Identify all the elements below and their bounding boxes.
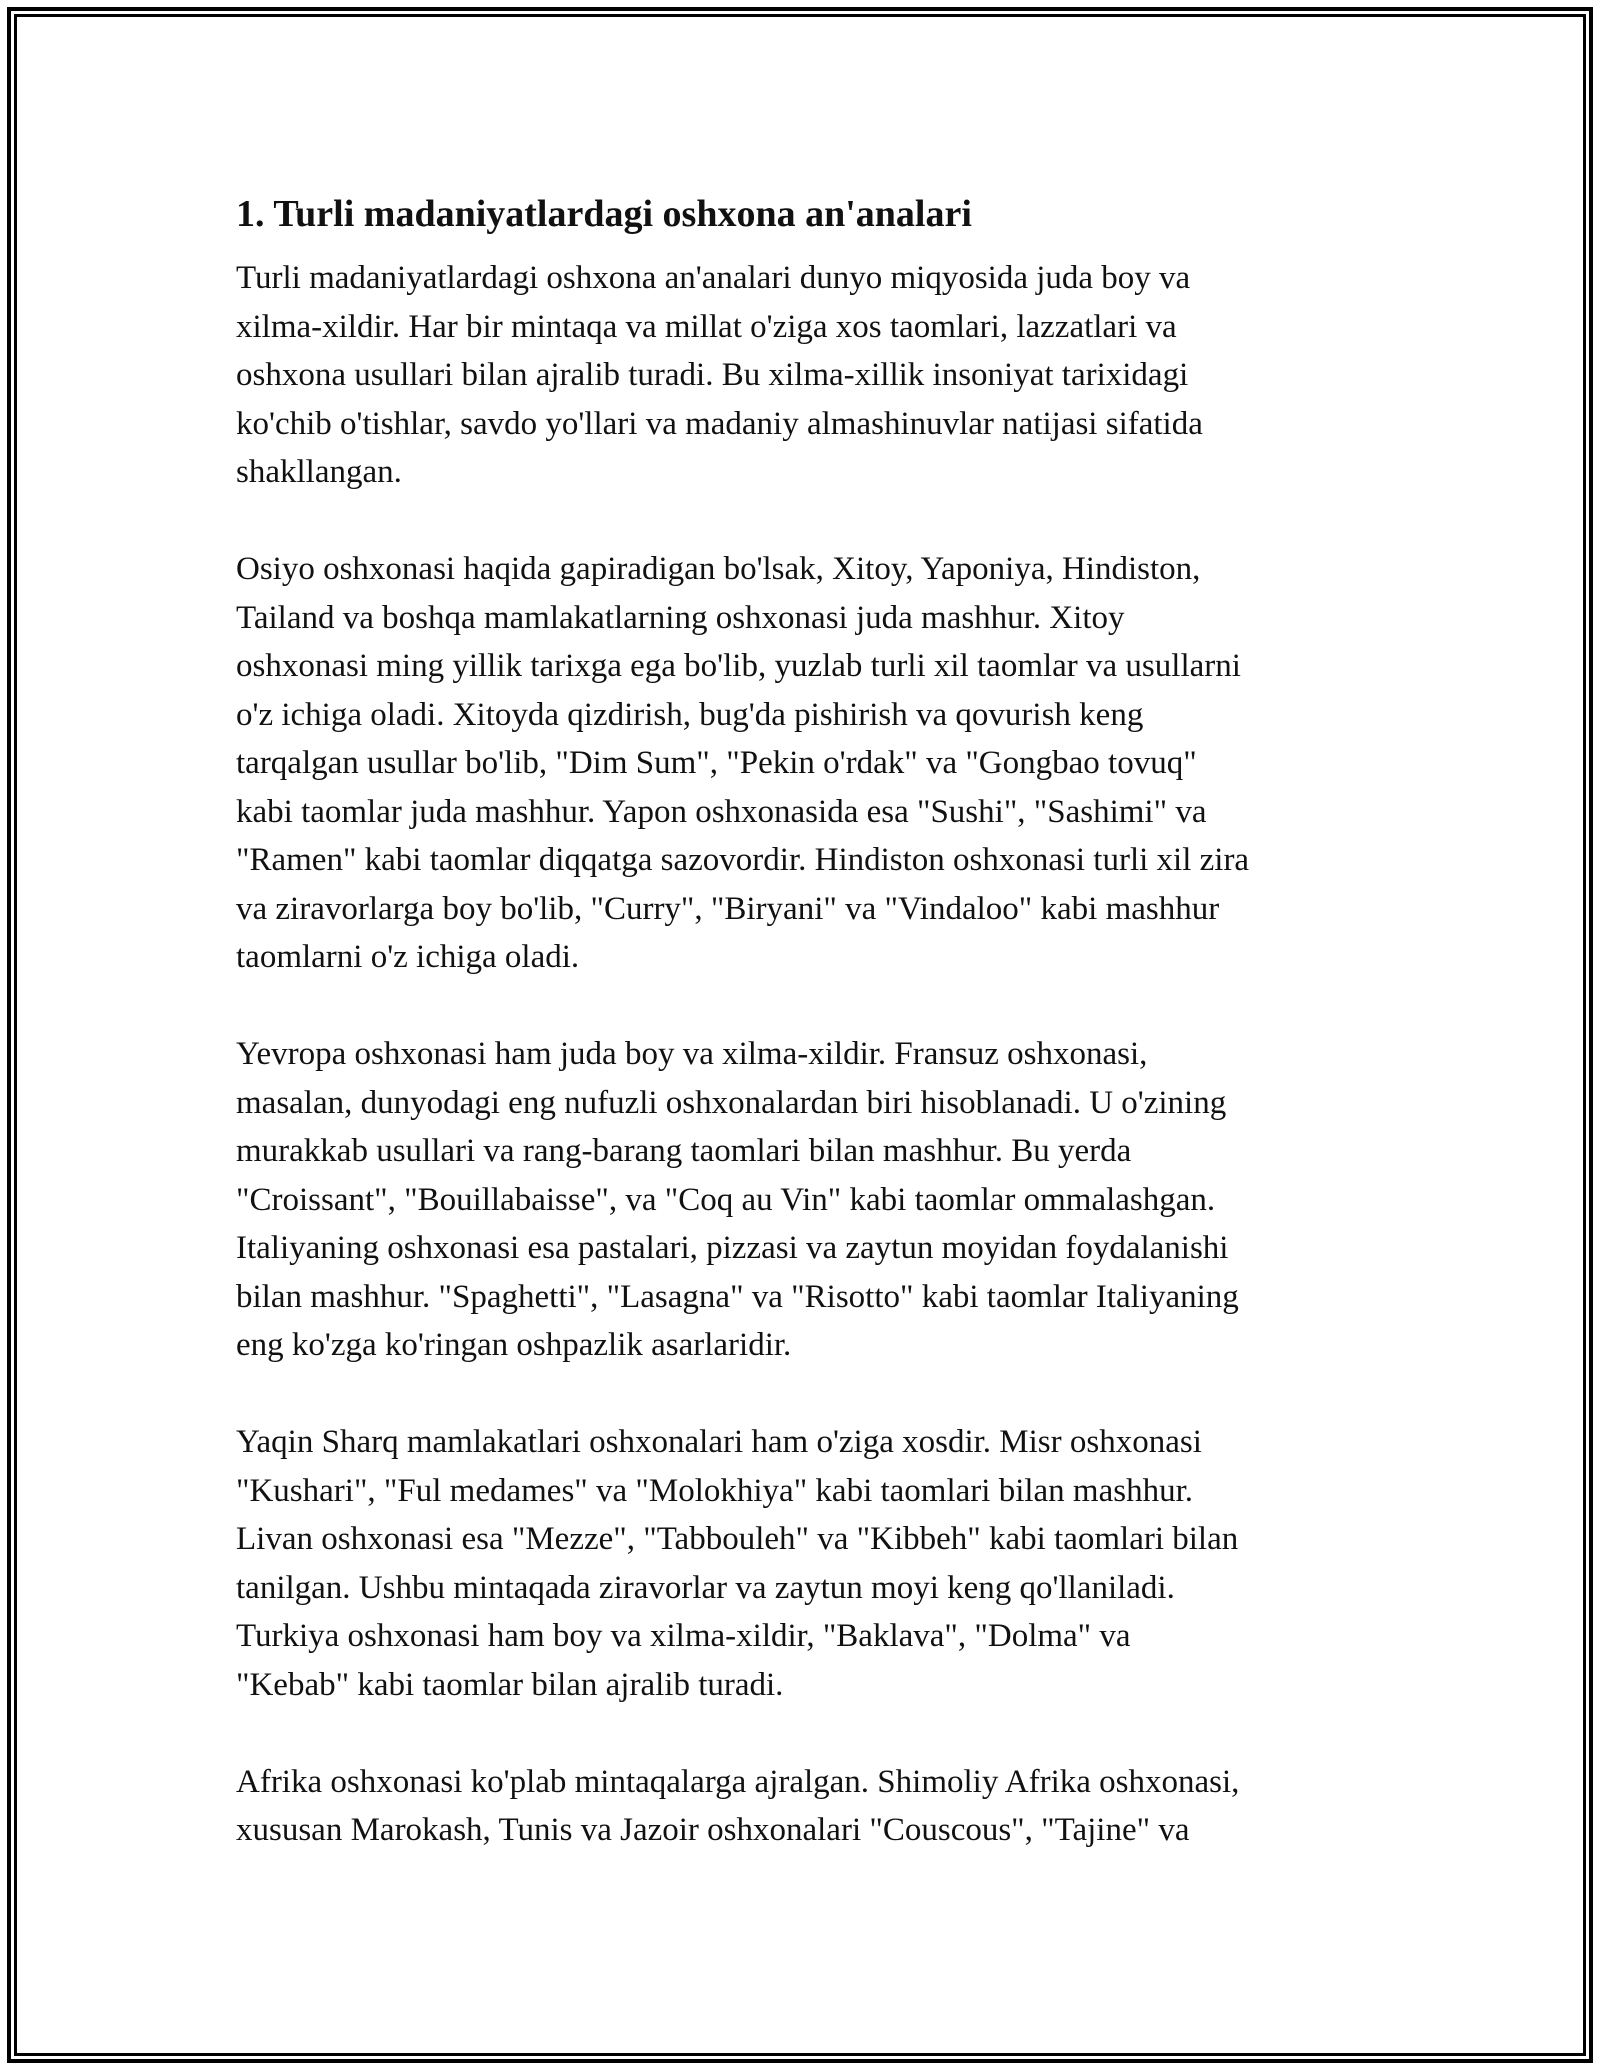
text-line: ko'chib o'tishlar, savdo yo'llari va madaniy almashinuvlar natijasi sifatida xyxy=(236,405,1203,442)
text-line: Yaqin Sharq mamlakatlari oshxonalari ham o'ziga xosdir. Misr oshxonasi xyxy=(236,1424,1202,1460)
text-line: Italiyaning oshxonasi esa pastalari, pizzasi va zaytun moyidan foydalanishi xyxy=(236,1230,1229,1266)
text-line: Turli madaniyatlardagi oshxona an'analari dunyo miqyosida juda boy va xyxy=(236,260,1191,296)
text-line: eng ko'zga ko'ringan oshpazlik asarlaridir. xyxy=(236,1327,792,1363)
text-line: Turkiya oshxonasi ham boy va xilma-xildir, "Baklava", "Dolma" va xyxy=(236,1618,1131,1654)
paragraph-africa xyxy=(236,1758,1366,1855)
text-line: "Kebab" kabi taomlar bilan ajralib turadi. xyxy=(236,1666,784,1703)
text-line: "Ramen" kabi taomlar diqqatga sazovordir. Hindiston oshxonasi turli xil zira xyxy=(236,842,1250,878)
text-line: shakllangan. xyxy=(236,454,402,490)
text-line: xilma-xildir. Har bir mintaqa va millat o'ziga xos taomlari, lazzatlari va xyxy=(236,308,1177,345)
text-line: tanilgan. Ushbu mintaqada ziravorlar va zaytun moyi keng qo'llaniladi. xyxy=(236,1569,1175,1606)
paragraph-intro xyxy=(236,254,1366,497)
text-line: "Croissant", "Bouillabaisse", va "Coq au Vin" kabi taomlar ommalashgan. xyxy=(236,1181,1216,1218)
text-line: masalan, dunyodagi eng nufuzli oshxonalardan biri hisoblanadi. U o'zining xyxy=(236,1084,1227,1121)
text-line: oshxona usullari bilan ajralib turadi. Bu xilma-xillik insoniyat tarixidagi xyxy=(236,357,1189,393)
text-line: va ziravorlarga boy bo'lib, "Curry", "Biryani" va "Vindaloo" kabi mashhur xyxy=(236,890,1220,927)
text-line: xususan Marokash, Tunis va Jazoir oshxonalari "Couscous", "Tajine" va xyxy=(236,1812,1190,1848)
paragraph-europe xyxy=(236,1030,1366,1370)
text-line: Afrika oshxonasi ko'plab mintaqalarga ajralgan. Shimoliy Afrika oshxonasi, xyxy=(236,1763,1240,1800)
text-line: kabi taomlar juda mashhur. Yapon oshxonasida esa "Sushi", "Sashimi" va xyxy=(236,793,1207,830)
text-line: murakkab usullari va rang-barang taomlari bilan mashhur. Bu yerda xyxy=(236,1133,1132,1169)
text-line: Tailand va boshqa mamlakatlarning oshxonasi juda mashhur. Xitoy xyxy=(236,599,1125,636)
text-line: oshxonasi ming yillik tarixga ega bo'lib, yuzlab turli xil taomlar va usullarni xyxy=(236,648,1241,684)
text-line: tarqalgan usullar bo'lib, "Dim Sum", "Pekin o'rdak" va "Gongbao tovuq" xyxy=(236,745,1197,781)
text-line: o'z ichiga oladi. Xitoyda qizdirish, bug'da pishirish va qovurish keng xyxy=(236,696,1144,733)
text-line: Livan oshxonasi esa "Mezze", "Tabbouleh" va "Kibbeh" kabi taomlari bilan xyxy=(236,1521,1239,1557)
text-line: taomlarni o'z ichiga oladi. xyxy=(236,939,580,975)
paragraph-middle-east xyxy=(236,1418,1366,1709)
text-line: Osiyo oshxonasi haqida gapiradigan bo'lsak, Xitoy, Yaponiya, Hindiston, xyxy=(236,551,1201,587)
text-line: Yevropa oshxonasi ham juda boy va xilma-xildir. Fransuz oshxonasi, xyxy=(236,1036,1148,1072)
text-line: "Kushari", "Ful medames" va "Molokhiya" kabi taomlari bilan mashhur. xyxy=(236,1472,1193,1509)
text-line: bilan mashhur. "Spaghetti", "Lasagna" va "Risotto" kabi taomlar Italiyaning xyxy=(236,1278,1239,1315)
section-heading: 1. Turli madaniyatlardagi oshxona an'analari xyxy=(236,193,972,235)
document-body xyxy=(236,186,1366,1855)
paragraph-asia xyxy=(236,545,1366,982)
